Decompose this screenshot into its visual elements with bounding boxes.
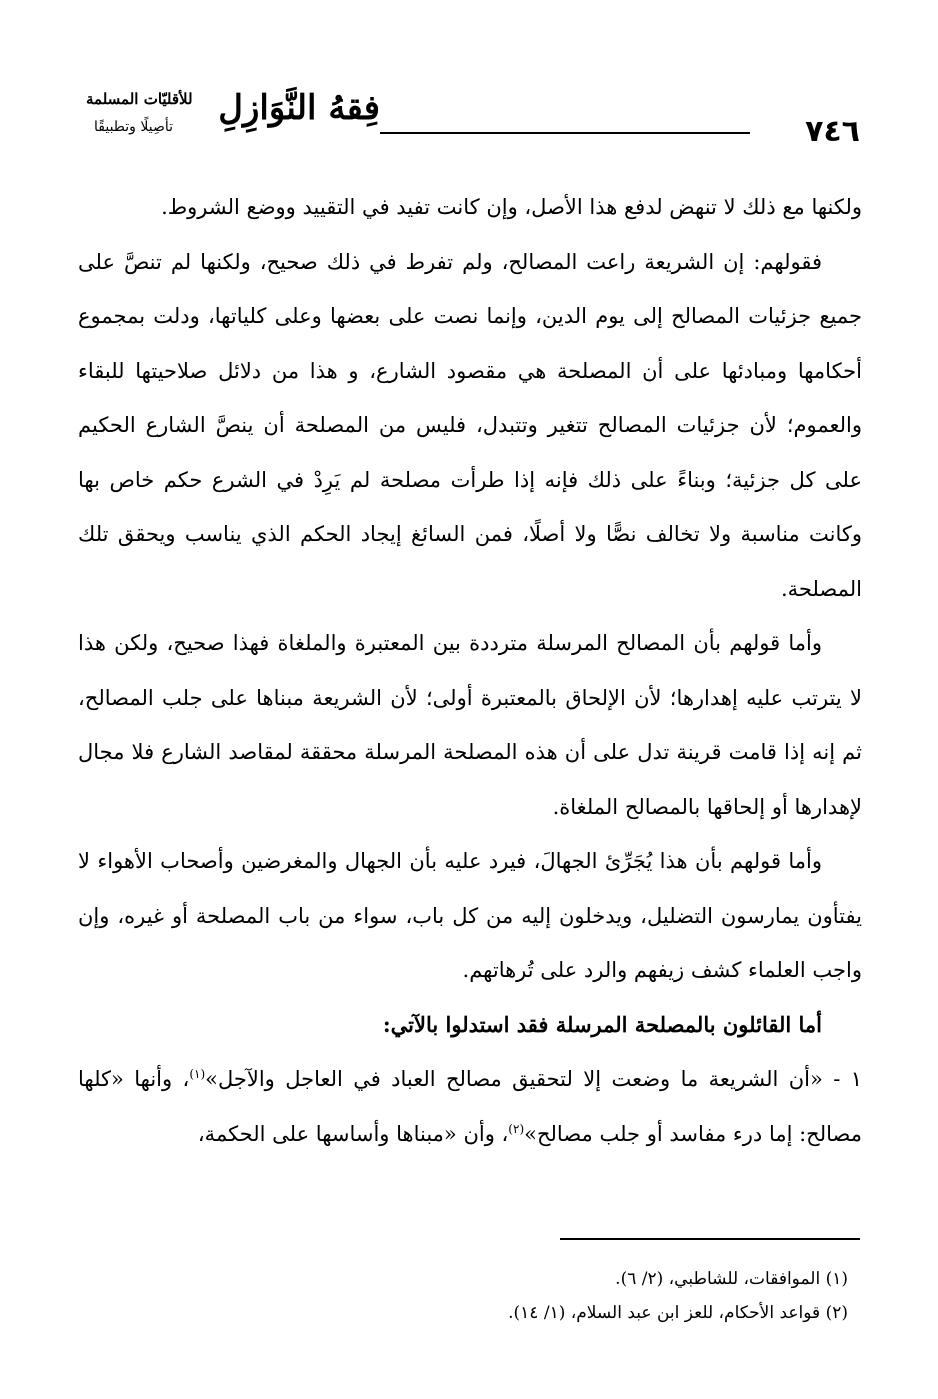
book-title-subtitle: للأقليّات المسلمة [86, 90, 193, 108]
footnote-ref-1: (١) [189, 1067, 206, 1081]
book-title-tagline: تأصِيلًا وتطبيقًا [94, 119, 174, 135]
list-item-1-text-a: ١ - «أن الشريعة ما وضعت إلا لتحقيق مصالح العباد في العاجل والآجل» [205, 1067, 862, 1091]
header-rule [380, 132, 750, 134]
paragraph-3: وأما قولهم بأن المصالح المرسلة مترددة بين المعتبرة والملغاة فهذا صحيح، ولكن هذا لا يترتب عليه إهدارها؛ لأن الإلحاق بالمعتبرة أولى؛ لأن الشريعة مبناها على جلب المصالح، ثم إنه إذا قامت قرينة تدل على أن هذه المصلحة المرسلة محققة لمقاصد الشارع فلا مجال لإهدارها أو إلحاقها بالمصالح الملغاة. [78, 631, 862, 819]
paragraph-2: فقولهم: إن الشريعة راعت المصالح، ولم تفرط في ذلك صحيح، ولكنها لم تنصَّ على جميع جزئيات المصالح إلى يوم الدين، وإنما نصت على بعضها وعلى كلياتها، ودلت بمجموع أحكامها ومبادئها على أن المصلحة هي مقصود الشارع، و هذا من دلائل صلاحيتها للبقاء والعموم؛ لأن جزئيات المصالح تتغير وتتبدل، فليس من المصلحة أن ينصَّ الشارع الحكيم على كل جزئية؛ وبناءً على ذلك فإنه إذا طرأت مصلحة لم يَرِدْ في الشرع حكم خاص بها وكانت مناسبة ولا تخالف نصًّا ولا أصلًا، فمن السائغ إيجاد الحكم الذي يناسب ويحقق تلك المصلحة. [78, 249, 862, 601]
footnotes [78, 1262, 862, 1330]
footnote-ref-2: (٢) [508, 1121, 525, 1136]
body-text [78, 180, 862, 1161]
list-item-1 [78, 1052, 862, 1161]
running-header [80, 80, 860, 155]
book-title-main: فِقهُ النَّوَازِلِ [218, 88, 380, 128]
list-item-1-text-c: ، وأن «مبناها وأساسها على الحكمة، [197, 1121, 509, 1146]
footnote-1: (١) الموافقات، للشاطبي، (٢/ ٦). [615, 1269, 848, 1289]
book-title-logo [80, 86, 380, 156]
page-number: ٧٤٦ [805, 114, 860, 149]
footnote-2: (٢) قواعد الأحكام، للعز ابن عبد السلام، (١/ ١٤). [508, 1303, 848, 1323]
section-heading: أما القائلون بالمصلحة المرسلة فقد استدلوا بالآتي: [382, 1011, 822, 1037]
paragraph-4: وأما قولهم بأن هذا يُجَرِّئ الجهالَ، فيرد عليه بأن الجهال والمغرضين وأصحاب الأهواء لا يفتأون يمارسون التضليل، ويدخلون إليه من كل باب، سواء من باب المصلحة أو غيره، وإن واجب العلماء كشف زيفهم والرد على تُرهاتهم. [78, 849, 862, 982]
paragraph-1: ولكنها مع ذلك لا تنهض لدفع هذا الأصل، وإن كانت تفيد في التقييد ووضع الشروط. [161, 195, 862, 219]
list-item-1-text-b: ، وأنها «كلها مصالح: إما درء مفاسد أو جلب مصالح» [78, 1067, 862, 1146]
footnote-separator [560, 1238, 860, 1240]
